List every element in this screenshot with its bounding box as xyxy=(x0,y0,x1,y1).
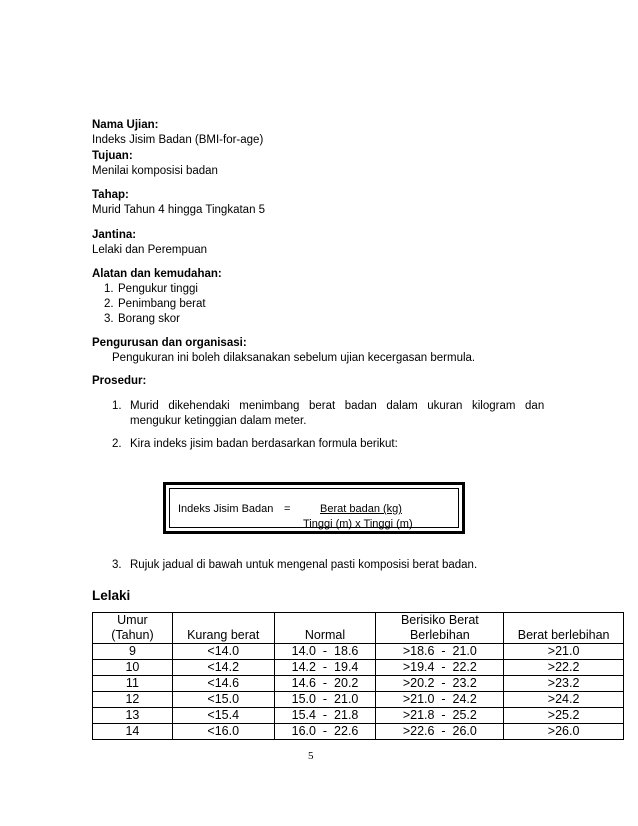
alatan-label: Alatan dan kemudahan: xyxy=(92,268,222,280)
list-item: 3. Borang skor xyxy=(104,313,181,325)
table-cell: 11 xyxy=(93,676,173,692)
table-cell: >24.2 xyxy=(504,692,624,708)
prosedur-label: Prosedur: xyxy=(92,375,147,387)
bmi-table xyxy=(92,612,624,740)
section-tujuan xyxy=(92,149,632,179)
header-berisiko: Berisiko Berat Berlebihan xyxy=(376,613,504,644)
table-header-row xyxy=(93,613,624,644)
prosedur-step-3: 3. Rujuk jadual di bawah untuk mengenal pasti komposisi berat badan. xyxy=(112,559,478,571)
table-cell: 14 xyxy=(93,724,173,740)
table-cell: 9 xyxy=(93,644,173,660)
section-pengurusan xyxy=(92,336,632,366)
table-row xyxy=(93,644,624,660)
header-umur: Umur (Tahun) xyxy=(93,613,173,644)
list-item: 1. Pengukur tinggi xyxy=(104,283,198,295)
table-title: Lelaki xyxy=(92,588,131,603)
page-number: 5 xyxy=(308,750,314,762)
table-cell: 14.6 - 20.2 xyxy=(274,676,376,692)
table-cell: >22.6 - 26.0 xyxy=(376,724,504,740)
prosedur-step-1: 1. Murid dikehendaki menimbang berat badan dalam ukuran kilogram dan mengukur ketinggian dalam meter. xyxy=(112,400,545,427)
table-cell: >22.2 xyxy=(504,660,624,676)
table-cell: 10 xyxy=(93,660,173,676)
section-prosedur xyxy=(92,374,632,389)
section-alatan xyxy=(92,267,632,327)
formula-left: Indeks Jisim Badan xyxy=(178,503,274,515)
prosedur-step-2: 2. Kira indeks jisim badan berdasarkan formula berikut: xyxy=(112,438,398,450)
table-cell: 16.0 - 22.6 xyxy=(274,724,376,740)
table-cell: >26.0 xyxy=(504,724,624,740)
section-jantina xyxy=(92,228,632,258)
step-1-line-1: Murid dikehendaki menimbang berat badan dalam ukuran kilogram dan xyxy=(130,400,545,412)
table-cell: 14.2 - 19.4 xyxy=(274,660,376,676)
tujuan-label: Tujuan: xyxy=(92,150,133,162)
table-cell: <14.2 xyxy=(172,660,274,676)
table-cell: >18.6 - 21.0 xyxy=(376,644,504,660)
formula-equals: = xyxy=(284,503,291,515)
table-cell: >21.0 xyxy=(504,644,624,660)
table-cell: <15.4 xyxy=(172,708,274,724)
jantina-value: Lelaki dan Perempuan xyxy=(92,244,208,256)
formula-box xyxy=(163,482,465,534)
table-cell: <16.0 xyxy=(172,724,274,740)
table-cell: 14.0 - 18.6 xyxy=(274,644,376,660)
table-cell: >21.0 - 24.2 xyxy=(376,692,504,708)
table-cell: <15.0 xyxy=(172,692,274,708)
table-cell: >19.4 - 22.2 xyxy=(376,660,504,676)
table-cell: 15.4 - 21.8 xyxy=(274,708,376,724)
header-normal: Normal xyxy=(274,613,376,644)
formula-numerator: Berat badan (kg) xyxy=(320,503,402,515)
table-row xyxy=(93,692,624,708)
section-nama-ujian xyxy=(92,118,632,148)
table-cell: >23.2 xyxy=(504,676,624,692)
header-kurang-berat: Kurang berat xyxy=(172,613,274,644)
table-cell: 13 xyxy=(93,708,173,724)
pengurusan-label: Pengurusan dan organisasi: xyxy=(92,337,247,349)
table-cell: <14.0 xyxy=(172,644,274,660)
nama-ujian-label: Nama Ujian: xyxy=(92,119,159,131)
tahap-value: Murid Tahun 4 hingga Tingkatan 5 xyxy=(92,204,266,216)
section-tahap xyxy=(92,188,632,218)
tahap-label: Tahap: xyxy=(92,189,129,201)
table-cell: >20.2 - 23.2 xyxy=(376,676,504,692)
step-3-text: Rujuk jadual di bawah untuk mengenal pasti komposisi berat badan. xyxy=(130,559,478,571)
table-cell: 12 xyxy=(93,692,173,708)
step-2-text: Kira indeks jisim badan berdasarkan formula berikut: xyxy=(130,438,398,450)
table-cell: 15.0 - 21.0 xyxy=(274,692,376,708)
table-cell: <14.6 xyxy=(172,676,274,692)
table-row xyxy=(93,676,624,692)
nama-ujian-value: Indeks Jisim Badan (BMI-for-age) xyxy=(92,134,264,146)
step-1-line-2: mengukur ketinggian dalam meter. xyxy=(130,415,307,427)
header-berat-berlebihan: Berat berlebihan xyxy=(504,613,624,644)
jantina-label: Jantina: xyxy=(92,229,137,241)
alatan-list xyxy=(92,282,632,327)
table-row xyxy=(93,708,624,724)
pengurusan-value: Pengukuran ini boleh dilaksanakan sebelum ujian kecergasan bermula. xyxy=(112,352,476,364)
tujuan-value: Menilai komposisi badan xyxy=(92,165,218,177)
table-cell: >21.8 - 25.2 xyxy=(376,708,504,724)
formula-denominator: Tinggi (m) x Tinggi (m) xyxy=(303,518,413,530)
table-cell: >25.2 xyxy=(504,708,624,724)
table-row xyxy=(93,724,624,740)
list-item: 2. Penimbang berat xyxy=(104,298,206,310)
table-row xyxy=(93,660,624,676)
